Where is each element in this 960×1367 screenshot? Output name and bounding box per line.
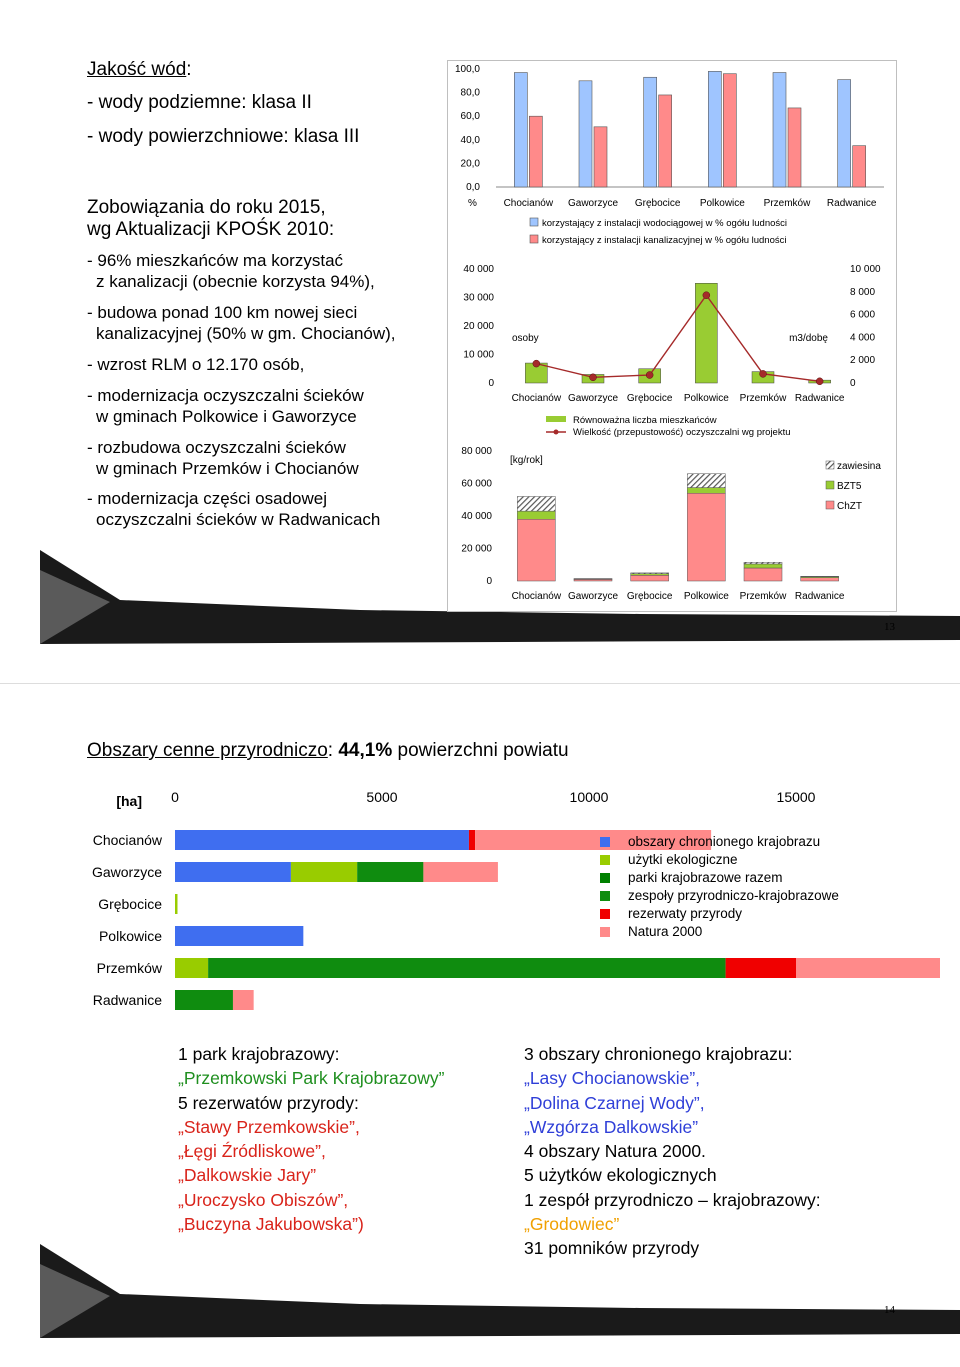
bar-segment — [631, 573, 669, 574]
right-list — [524, 1042, 821, 1261]
obligation-item: - rozbudowa oczyszczalni ścieków — [87, 438, 346, 457]
x-tick-label: Radwanice — [794, 591, 845, 602]
y-tick-label: 6 000 — [850, 309, 876, 321]
y-axis-label: m3/dobę — [789, 333, 828, 344]
x-tick-label: Przemków — [763, 198, 811, 209]
list-item: „Stawy Przemkowskie”, — [178, 1116, 360, 1137]
x-tick-label: Grębocice — [634, 198, 681, 209]
legend-item: rezerwaty przyrody — [600, 906, 742, 921]
legend-label: Równoważna liczba mieszkańców — [573, 415, 717, 426]
unit-label: [ha] — [116, 793, 142, 809]
legend-item: użytki ekologiczne — [600, 852, 738, 867]
obligation-item: - modernizacja oczyszczalni ścieków — [87, 386, 364, 405]
bar-segment — [208, 958, 726, 978]
line-point — [590, 374, 597, 381]
list-item: „Przemkowski Park Krajobrazowy” — [178, 1068, 445, 1089]
bar-segment — [517, 497, 555, 512]
x-tick-label: Chocianów — [511, 393, 562, 404]
bar-segment — [796, 958, 940, 978]
bar-segment — [357, 862, 423, 882]
obligation-item: w gminach Polkowice i Gaworzyce — [96, 407, 357, 426]
list-item: 5 użytków ekologicznych — [524, 1165, 717, 1186]
y-tick-label: 20,0 — [460, 158, 480, 170]
y-axis-label: osoby — [512, 333, 539, 344]
line-point — [816, 378, 823, 385]
obligation-item: - 96% mieszkańców ma korzystać — [87, 251, 344, 270]
bar-segment — [469, 830, 475, 850]
list-item: „Buczyna Jakubowska”) — [178, 1214, 364, 1235]
x-tick-label: 5000 — [366, 789, 398, 805]
list-item: „Lasy Chocianowskie”, — [524, 1068, 701, 1089]
legend-label: BZT5 — [837, 481, 862, 492]
y-tick-label: 4 000 — [850, 332, 876, 344]
x-tick-label: 10000 — [569, 789, 609, 805]
bar-segment — [175, 862, 291, 882]
obligations-title-1: Zobowiązania do roku 2015, — [87, 197, 326, 218]
legend-swatch — [826, 501, 834, 509]
y-axis-label: % — [468, 198, 477, 209]
page-number: 13 — [884, 621, 895, 633]
list-item: 31 pomników przyrody — [524, 1238, 700, 1259]
x-tick-label: Przemków — [739, 591, 787, 602]
bar-segment — [517, 519, 555, 581]
bar — [788, 108, 801, 187]
legend-item: parki krajobrazowe razem — [600, 870, 783, 885]
page-title: Obszary cenne przyrodniczo: 44,1% powierzchni powiatu — [87, 740, 569, 761]
bar — [529, 116, 542, 187]
x-tick-label: Przemków — [739, 393, 787, 404]
y-axis-label: [kg/rok] — [510, 455, 543, 466]
sewage-plant-capacity-chart — [448, 251, 896, 441]
x-tick-label: Radwanice — [826, 198, 877, 209]
legend-swatch — [530, 218, 538, 226]
bar — [773, 73, 786, 187]
y-tick-label: 100,0 — [454, 64, 480, 75]
legend-swatch — [600, 873, 610, 883]
line-point — [703, 292, 710, 299]
bar-segment — [744, 568, 782, 581]
bar-segment — [631, 575, 669, 581]
legend-swatch — [600, 891, 610, 901]
legend-swatch — [546, 416, 566, 422]
bar — [723, 74, 736, 187]
list-item: 3 obszary chronionego krajobrazu: — [524, 1044, 793, 1064]
bar — [514, 73, 527, 187]
x-tick-label: Grębocice — [626, 393, 673, 404]
legend-label: korzystający z instalacji kanalizacyjnej w % ogółu ludności — [542, 235, 787, 246]
obligation-item: z kanalizacji (obecnie korzysta 94%), — [96, 272, 375, 291]
y-tick-label: 10 000 — [850, 264, 881, 275]
bar — [853, 146, 866, 187]
legend-item: obszary chronionego krajobrazu — [600, 834, 820, 849]
y-tick-label: 60 000 — [461, 478, 492, 490]
obligation-item: kanalizacyjnej (50% w gm. Chocianów), — [96, 324, 396, 343]
list-item: 1 park krajobrazowy: — [178, 1044, 340, 1064]
x-tick-label: Polkowice — [683, 393, 729, 404]
y-tick-label: 10 000 — [463, 349, 494, 361]
x-tick-label: Chocianów — [511, 591, 562, 602]
line-point — [646, 372, 653, 379]
obligation-item: w gminach Przemków i Chocianów — [96, 459, 359, 478]
legend-item: Natura 2000 — [600, 924, 702, 939]
bar — [579, 81, 592, 187]
line-point — [760, 370, 767, 377]
legend-swatch — [600, 837, 610, 847]
legend-label: ChZT — [837, 501, 862, 512]
y-tick-label: 0 — [488, 378, 494, 389]
protected-areas-legend — [600, 834, 900, 949]
bar-segment — [801, 578, 839, 581]
bar-segment — [687, 474, 725, 488]
legend-swatch — [826, 481, 834, 489]
legend-swatch — [600, 855, 610, 865]
x-tick-label: Polkowice — [683, 591, 729, 602]
y-tick-label: Gaworzyce — [91, 864, 162, 880]
list-item: „Uroczysko Obiszów”, — [178, 1189, 349, 1210]
y-tick-label: Grębocice — [98, 896, 162, 912]
water-surface-line: - wody powierzchniowe: klasa III — [87, 126, 360, 147]
y-tick-label: 0 — [850, 378, 856, 389]
bar-segment — [423, 862, 498, 882]
bar — [708, 71, 721, 187]
slide-14 — [0, 684, 960, 1367]
bar-segment — [687, 493, 725, 581]
water-sewage-percent-chart — [448, 61, 896, 251]
charts-panel — [447, 60, 897, 612]
y-tick-label: 8 000 — [850, 286, 876, 298]
bar-segment — [175, 990, 233, 1010]
y-tick-label: 80,0 — [460, 87, 480, 99]
y-tick-label: 0,0 — [466, 182, 480, 193]
y-tick-label: 30 000 — [463, 292, 494, 304]
bar-segment — [291, 862, 357, 882]
y-tick-label: 40,0 — [460, 134, 480, 146]
bar — [594, 127, 607, 187]
x-tick-label: 0 — [171, 789, 179, 805]
x-tick-label: Grębocice — [626, 591, 673, 602]
x-tick-label: Polkowice — [699, 198, 745, 209]
page-number: 14 — [884, 1304, 895, 1316]
bar-segment — [175, 894, 177, 914]
y-tick-label: 20 000 — [461, 543, 492, 555]
bar-segment — [744, 564, 782, 568]
list-item: 4 obszary Natura 2000. — [524, 1141, 706, 1162]
list-item: 5 rezerwatów przyrody: — [178, 1092, 359, 1113]
obligation-item: oczyszczalni ścieków w Radwanicach — [96, 510, 381, 529]
list-item: „Dolina Czarnej Wody”, — [524, 1092, 705, 1113]
list-item: 1 zespół przyrodniczo – krajobrazowy: — [524, 1189, 821, 1210]
series-line — [536, 295, 819, 381]
list-item: „Łęgi Źródliskowe”, — [178, 1141, 326, 1162]
obligations-title-2: wg Aktualizacji KPOŚK 2010: — [87, 219, 335, 240]
x-tick-label: 15000 — [776, 789, 816, 805]
y-tick-label: 60,0 — [460, 111, 480, 123]
bar — [838, 80, 851, 187]
legend-swatch — [600, 927, 610, 937]
x-tick-label: Radwanice — [794, 393, 845, 404]
y-tick-label: 0 — [486, 576, 492, 587]
bar-segment — [175, 958, 208, 978]
legend-swatch — [530, 235, 538, 243]
obligation-item: - budowa ponad 100 km nowej sieci — [87, 303, 358, 322]
bar-segment — [517, 511, 555, 519]
legend-label: Wielkość (przepustowość) oczyszczalni wg projektu — [573, 427, 791, 438]
bar-segment — [687, 488, 725, 494]
y-tick-label: 40 000 — [461, 511, 492, 522]
bar-segment — [726, 958, 796, 978]
bar-segment — [175, 926, 303, 946]
left-list — [178, 1042, 444, 1236]
list-item: „Grodowiec” — [524, 1214, 620, 1235]
line-point — [533, 360, 540, 367]
y-tick-label: 80 000 — [461, 446, 492, 457]
obligation-item: - wzrost RLM o 12.170 osób, — [87, 355, 305, 374]
legend-label: zawiesina — [837, 461, 881, 472]
x-tick-label: Chocianów — [503, 198, 554, 209]
x-tick-label: Gaworzyce — [567, 393, 619, 404]
bar-segment — [744, 562, 782, 564]
y-tick-label: Przemków — [96, 960, 162, 976]
legend-swatch — [826, 461, 834, 469]
list-item: „Wzgórza Dalkowskie” — [524, 1116, 699, 1137]
bar-segment — [175, 830, 469, 850]
bar — [659, 95, 672, 187]
y-tick-label: 20 000 — [463, 321, 494, 332]
x-tick-label: Gaworzyce — [567, 198, 619, 209]
water-groundwater-line: - wody podziemne: klasa II — [87, 92, 312, 113]
y-tick-label: Radwanice — [92, 992, 162, 1008]
x-tick-label: Gaworzyce — [567, 591, 619, 602]
y-tick-label: 2 000 — [850, 355, 876, 367]
bar — [644, 77, 657, 187]
list-item: „Dalkowskie Jary” — [178, 1165, 317, 1186]
y-tick-label: Polkowice — [98, 928, 162, 944]
water-quality-title: Jakość wód: — [87, 59, 192, 80]
legend-swatch — [600, 909, 610, 919]
y-tick-label: Chocianów — [92, 832, 162, 848]
obligation-item: - modernizacja części osadowej — [87, 489, 327, 508]
legend-swatch — [554, 430, 559, 435]
y-tick-label: 40 000 — [463, 264, 494, 275]
legend-item: zespoły przyrodniczo-krajobrazowe — [600, 888, 839, 903]
bar-segment — [233, 990, 254, 1010]
legend-label: korzystający z instalacji wodociągowej w % ogółu ludności — [542, 218, 788, 229]
pollution-load-chart — [448, 441, 896, 611]
